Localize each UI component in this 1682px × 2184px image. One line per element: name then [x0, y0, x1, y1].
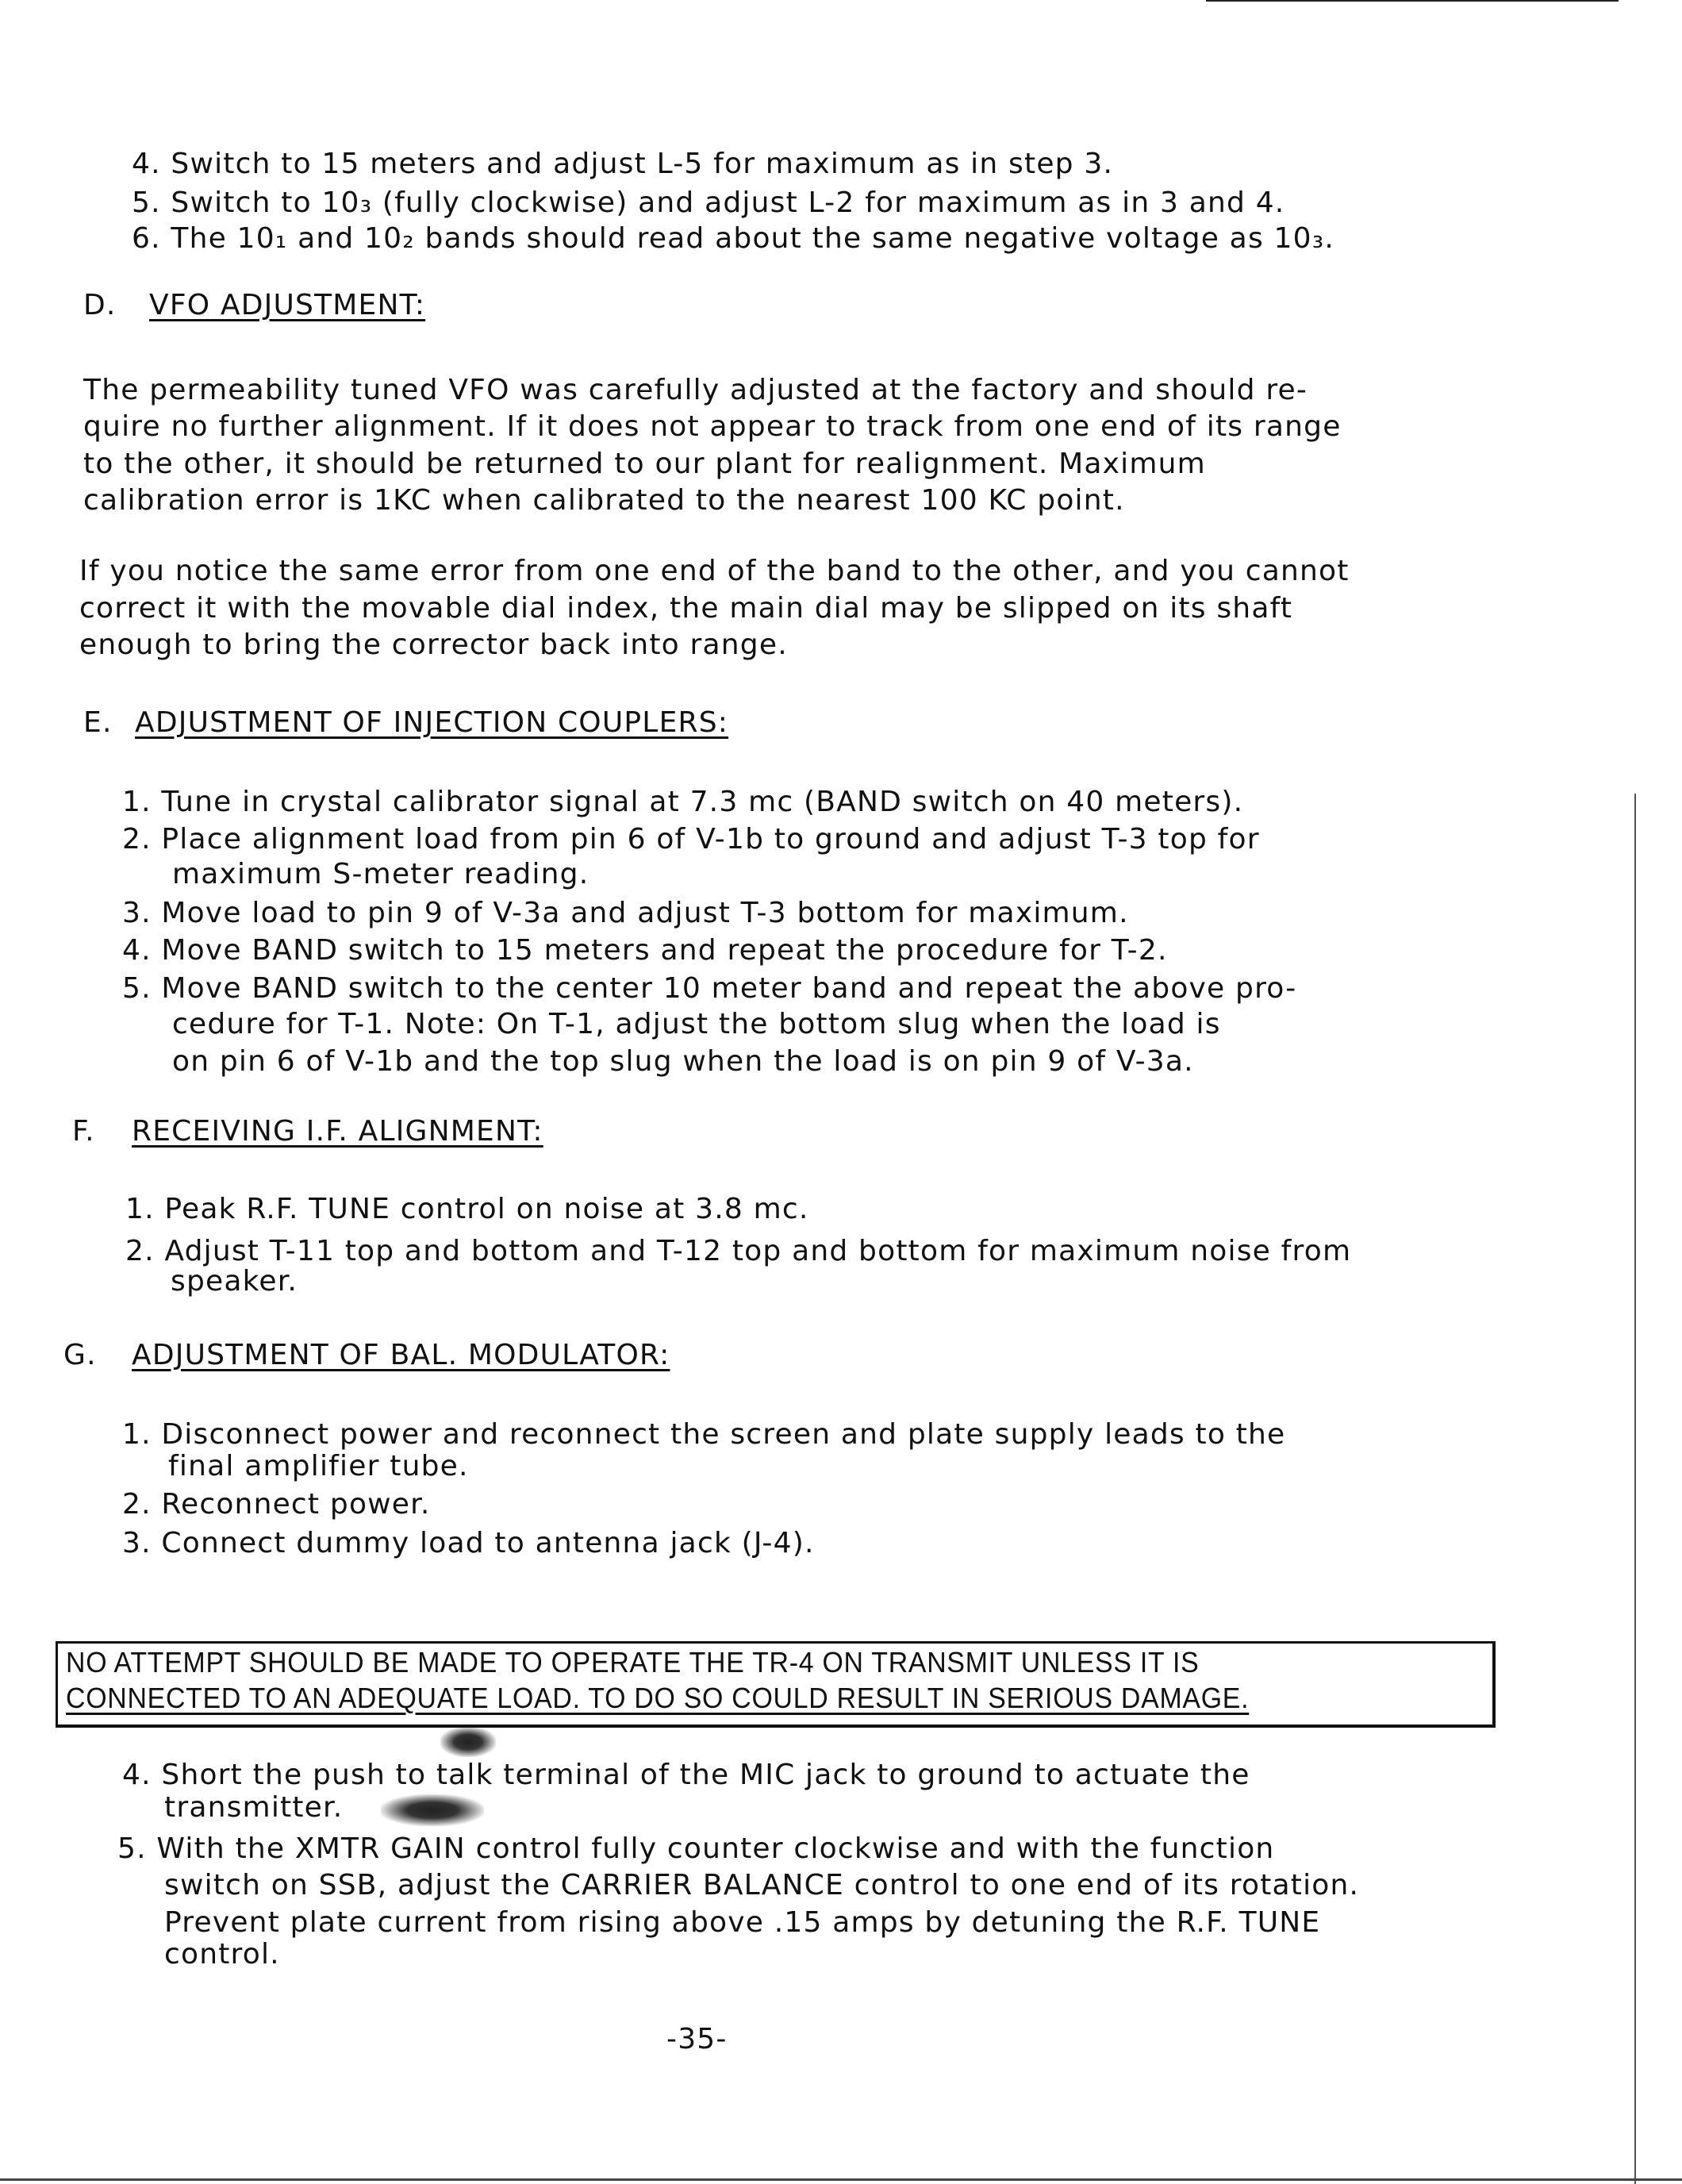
page-number: -35- — [666, 2023, 728, 2055]
section-d-heading: VFO ADJUSTMENT: — [149, 289, 426, 321]
section-e-letter: E. — [83, 706, 113, 739]
paragraph-line: to the other, it should be returned to our plant for realignment. Maximum — [83, 448, 1206, 480]
section-g-letter: G. — [63, 1339, 97, 1371]
ink-smudge — [440, 1727, 496, 1757]
list-item: 1. Peak R.F. TUNE control on noise at 3.8 mc. — [125, 1193, 809, 1225]
list-item: 5. Move BAND switch to the center 10 meter band and repeat the above pro- — [122, 972, 1297, 1005]
list-item: 3. Move load to pin 9 of V-3a and adjust T-3 bottom for maximum. — [122, 897, 1129, 929]
paragraph-line: calibration error is 1KC when calibrated to the nearest 100 KC point. — [83, 484, 1125, 517]
warning-line: CONNECTED TO AN ADEQUATE LOAD. TO DO SO COULD RESULT IN SERIOUS DAMAGE. — [66, 1682, 1250, 1714]
section-g-heading: ADJUSTMENT OF BAL. MODULATOR: — [132, 1339, 670, 1371]
section-f-heading: RECEIVING I.F. ALIGNMENT: — [132, 1115, 543, 1148]
list-item: 2. Place alignment load from pin 6 of V-1b to ground and adjust T-3 top for — [122, 823, 1260, 856]
list-item-cont: control. — [164, 1938, 280, 1971]
scan-edge-bottom — [0, 2178, 1682, 2181]
paragraph-line: The permeability tuned VFO was carefully adjusted at the factory and should re- — [83, 374, 1308, 406]
list-item-cont: maximum S-meter reading. — [172, 858, 589, 890]
list-item-cont: cedure for T-1. Note: On T-1, adjust the bottom slug when the load is — [172, 1008, 1221, 1040]
step-6: 6. The 10₁ and 10₂ bands should read about the same negative voltage as 10₃. — [132, 222, 1335, 255]
section-f-letter: F. — [72, 1115, 95, 1148]
list-item-cont: final amplifier tube. — [168, 1450, 469, 1482]
list-item: 1. Tune in crystal calibrator signal at 7.3 mc (BAND switch on 40 meters). — [122, 786, 1244, 818]
scan-edge-top — [1206, 0, 1619, 2]
section-e-heading: ADJUSTMENT OF INJECTION COUPLERS: — [135, 706, 729, 739]
list-item: 2. Adjust T-11 top and bottom and T-12 top and bottom for maximum noise from — [125, 1235, 1352, 1267]
paragraph-line: correct it with the movable dial index, the main dial may be slipped on its shaft — [79, 592, 1293, 625]
ink-smudge-lower — [381, 1794, 484, 1826]
scan-edge-right — [1634, 794, 1636, 2184]
warning-box — [56, 1641, 1496, 1728]
list-item: 5. With the XMTR GAIN control fully counter clockwise and with the function — [117, 1832, 1275, 1865]
paragraph-line: quire no further alignment. If it does not appear to track from one end of its range — [83, 410, 1342, 443]
list-item: 2. Reconnect power. — [122, 1488, 431, 1521]
step-5: 5. Switch to 10₃ (fully clockwise) and adjust L-2 for maximum as in 3 and 4. — [132, 186, 1285, 219]
paragraph-line: If you notice the same error from one end of the band to the other, and you cannot — [79, 555, 1350, 587]
list-item-cont: transmitter. — [164, 1791, 344, 1824]
list-item-cont: switch on SSB, adjust the CARRIER BALANCE control to one end of its rotation. — [164, 1869, 1360, 1901]
section-d-letter: D. — [83, 289, 117, 321]
list-item: 4. Short the push to talk terminal of the MIC jack to ground to actuate the — [122, 1759, 1250, 1791]
list-item-cont: Prevent plate current from rising above .15 amps by detuning the R.F. TUNE — [164, 1906, 1321, 1939]
list-item-cont: on pin 6 of V-1b and the top slug when the load is on pin 9 of V-3a. — [172, 1045, 1194, 1078]
warning-line: NO ATTEMPT SHOULD BE MADE TO OPERATE THE TR-4 ON TRANSMIT UNLESS IT IS — [66, 1646, 1200, 1678]
list-item: 3. Connect dummy load to antenna jack (J-4). — [122, 1527, 815, 1559]
list-item: 1. Disconnect power and reconnect the screen and plate supply leads to the — [122, 1418, 1286, 1451]
paragraph-line: enough to bring the corrector back into range. — [79, 629, 788, 661]
list-item: 4. Move BAND switch to 15 meters and repeat the procedure for T-2. — [122, 934, 1168, 967]
step-4: 4. Switch to 15 meters and adjust L-5 for maximum as in step 3. — [132, 148, 1114, 180]
list-item-cont: speaker. — [171, 1265, 298, 1298]
